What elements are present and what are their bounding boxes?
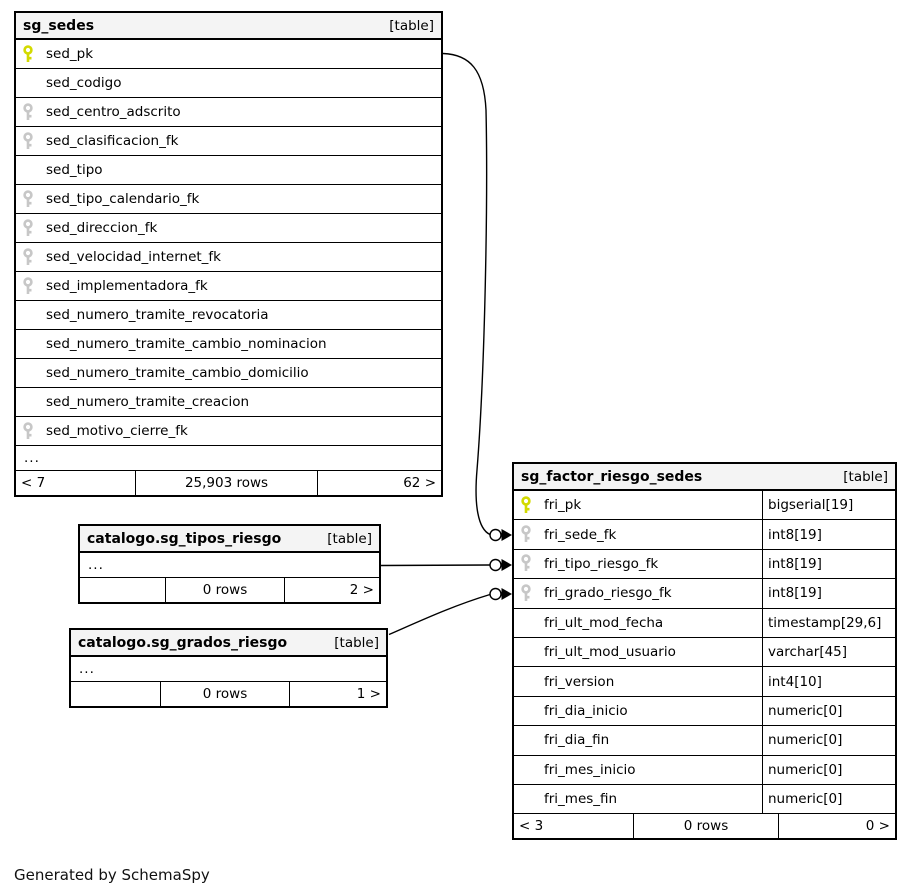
column-type: varchar[45] [762, 638, 895, 666]
primary-key-icon [514, 496, 538, 515]
column-row-sed_numero_tramite_revocatoria [16, 301, 441, 330]
column-row-fri_dia_inicio [514, 697, 895, 726]
column-row-sed_direccion_fk [16, 214, 441, 243]
column-name: sed_codigo [46, 75, 122, 91]
footer-degree-left: < 7 [21, 475, 46, 491]
table-header [16, 13, 441, 40]
column-row-sed_motivo_cierre_fk [16, 417, 441, 446]
table-sg_sedes [14, 11, 443, 497]
column-row-sed_clasificacion_fk [16, 127, 441, 156]
key-glyph [22, 248, 34, 267]
column-name: fri_mes_inicio [544, 761, 636, 778]
column-row-sed_implementadora_fk [16, 272, 441, 301]
foreign-key-icon [16, 422, 40, 441]
footer-degree-right: 62 > [317, 471, 441, 495]
table-header [514, 464, 895, 491]
column-name: fri_pk [544, 497, 582, 514]
column-name: sed_pk [46, 46, 94, 62]
column-row-fri_ult_mod_usuario [514, 638, 895, 667]
column-type: bigserial[19] [762, 491, 895, 519]
key-glyph [22, 190, 34, 209]
column-name: sed_direccion_fk [46, 220, 158, 236]
foreign-key-icon [514, 584, 538, 603]
column-name: sed_tipo_calendario_fk [46, 191, 200, 207]
table-title[interactable]: catalogo.sg_tipos_riesgo [87, 530, 282, 547]
column-row-fri_mes_inicio [514, 756, 895, 785]
column-row-sed_numero_tramite_cambio_domicilio [16, 359, 441, 388]
column-name: sed_tipo [46, 162, 103, 178]
fk-connector-tipos_riesgo-to-fri_tipo_riesgo_fk [381, 565, 491, 566]
connector-arrowhead-icon [502, 588, 513, 600]
column-type: timestamp[29,6] [762, 609, 895, 637]
column-name: fri_dia_inicio [544, 702, 628, 719]
column-name: fri_dia_fin [544, 732, 610, 749]
column-row-fri_version [514, 667, 895, 696]
foreign-key-icon [16, 219, 40, 238]
column-name: fri_ult_mod_fecha [544, 614, 664, 631]
column-row-sed_tipo [16, 156, 441, 185]
fk-connector-grados_riesgo-to-fri_grado_riesgo_fk [389, 595, 490, 635]
column-name: sed_implementadora_fk [46, 278, 208, 294]
table-title[interactable]: catalogo.sg_grados_riesgo [78, 634, 288, 651]
footer-row-count: 25,903 rows [135, 471, 317, 495]
column-name: fri_ult_mod_usuario [544, 644, 676, 661]
footer-degree-right: 0 > [778, 814, 895, 838]
table-tag: [table] [843, 468, 888, 485]
column-row-fri_ult_mod_fecha [514, 609, 895, 638]
key-glyph [520, 584, 532, 603]
column-name: sed_numero_tramite_creacion [46, 394, 250, 410]
column-row-fri_pk [514, 491, 895, 520]
table-footer [514, 814, 895, 838]
primary-key-icon [16, 45, 40, 64]
column-name: sed_clasificacion_fk [46, 133, 179, 149]
table-catalogo-sg_tipos_riesgo [78, 524, 381, 604]
key-glyph [22, 45, 34, 64]
footer-row-count: 0 rows [633, 814, 778, 838]
table-title[interactable]: sg_sedes [23, 17, 95, 34]
column-row-sed_centro_adscrito [16, 98, 441, 127]
connector-zero-circle [490, 589, 501, 600]
column-row-fri_grado_riesgo_fk [514, 579, 895, 608]
column-type: int8[19] [762, 550, 895, 578]
footer-degree-left [80, 578, 165, 602]
footer-degree-right: 1 > [289, 682, 386, 706]
column-type: int8[19] [762, 520, 895, 548]
connector-arrowhead-icon [502, 529, 513, 541]
table-title[interactable]: sg_factor_riesgo_sedes [521, 468, 703, 485]
key-glyph [520, 554, 532, 573]
column-name: fri_sede_fk [544, 526, 617, 543]
column-name: fri_tipo_riesgo_fk [544, 555, 659, 572]
footer-degree-left: < 3 [519, 818, 544, 835]
connector-arrowhead-icon [502, 559, 513, 571]
foreign-key-icon [514, 525, 538, 544]
foreign-key-icon [16, 248, 40, 267]
column-name: sed_numero_tramite_cambio_domicilio [46, 365, 309, 381]
column-row-sed_velocidad_internet_fk [16, 243, 441, 272]
ellipsis-row: ... [16, 446, 441, 471]
column-type: numeric[0] [762, 697, 895, 725]
key-glyph [22, 103, 34, 122]
column-name: sed_numero_tramite_cambio_nominacion [46, 336, 327, 352]
column-row-sed_pk [16, 40, 441, 69]
column-row-sed_numero_tramite_creacion [16, 388, 441, 417]
key-glyph [520, 496, 532, 515]
generated-by-note: Generated by SchemaSpy [14, 866, 210, 884]
connector-zero-circle [490, 560, 501, 571]
column-row-sed_tipo_calendario_fk [16, 185, 441, 214]
table-header [80, 526, 379, 553]
column-type: int8[19] [762, 579, 895, 607]
table-footer [80, 578, 379, 602]
footer-degree-left [71, 682, 160, 706]
column-name: fri_grado_riesgo_fk [544, 585, 672, 602]
footer-row-count: 0 rows [165, 578, 284, 602]
column-name: sed_velocidad_internet_fk [46, 249, 221, 265]
foreign-key-icon [16, 132, 40, 151]
table-tag: [table] [334, 634, 379, 651]
foreign-key-icon [16, 103, 40, 122]
table-tag: [table] [327, 530, 372, 547]
column-name: sed_numero_tramite_revocatoria [46, 307, 269, 323]
column-name: sed_motivo_cierre_fk [46, 423, 188, 439]
ellipsis-row: ... [80, 553, 379, 578]
fk-connector-sed_pk-to-fri_sede_fk [443, 54, 490, 535]
foreign-key-icon [16, 190, 40, 209]
column-name: fri_mes_fin [544, 791, 618, 808]
key-glyph [22, 422, 34, 441]
table-header [71, 630, 386, 657]
column-row-fri_sede_fk [514, 520, 895, 549]
key-glyph [22, 219, 34, 238]
key-glyph [22, 277, 34, 296]
footer-row-count: 0 rows [160, 682, 289, 706]
column-row-fri_dia_fin [514, 726, 895, 755]
column-name: sed_centro_adscrito [46, 104, 181, 120]
ellipsis-row: ... [71, 657, 386, 682]
column-row-fri_tipo_riesgo_fk [514, 550, 895, 579]
foreign-key-icon [514, 554, 538, 573]
column-row-fri_mes_fin [514, 785, 895, 814]
column-row-sed_numero_tramite_cambio_nominacion [16, 330, 441, 359]
key-glyph [520, 525, 532, 544]
column-type: numeric[0] [762, 785, 895, 813]
table-footer [71, 682, 386, 706]
column-type: numeric[0] [762, 726, 895, 754]
column-name: fri_version [544, 673, 615, 690]
table-sg_factor_riesgo_sedes [512, 462, 897, 840]
table-catalogo-sg_grados_riesgo [69, 628, 388, 708]
footer-degree-right: 2 > [284, 578, 379, 602]
column-type: numeric[0] [762, 756, 895, 784]
table-footer [16, 471, 441, 495]
key-glyph [22, 132, 34, 151]
column-type: int4[10] [762, 667, 895, 695]
table-tag: [table] [389, 17, 434, 34]
connector-zero-circle [490, 530, 501, 541]
column-row-sed_codigo [16, 69, 441, 98]
foreign-key-icon [16, 277, 40, 296]
